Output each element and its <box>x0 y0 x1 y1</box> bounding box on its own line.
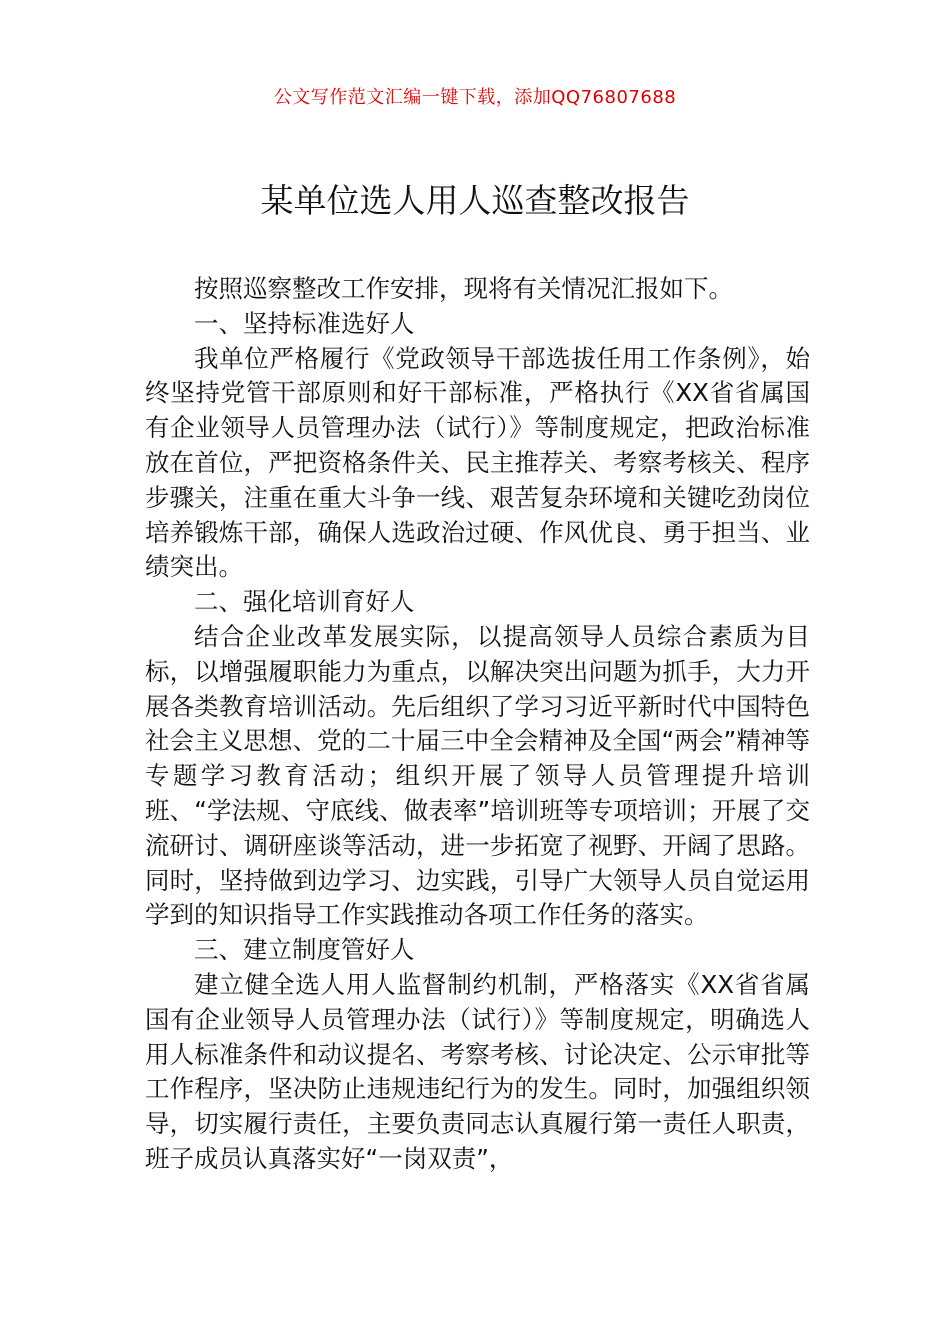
section-paragraph: 我单位严格履行《党政领导干部选拔任用工作条例》，始终坚持党管干部原则和好干部标准，严格执行《XX省省属国有企业领导人员管理办法（试行）》等制度规定，把政治标准放在首位，严把资格条件关、民主推荐关、考察考核关、程序步骤关，注重在重大斗争一线、艰苦复杂环境和关键吃劲岗位培养锻炼干部，确保人选政治过硬、作风优良、勇于担当、业绩突出。 <box>145 343 810 582</box>
intro-paragraph: 按照巡察整改工作安排，现将有关情况汇报如下。 <box>194 274 733 303</box>
section-paragraph: 结合企业改革发展实际，以提高领导人员综合素质为目标，以增强履职能力为重点，以解决突出问题为抓手，大力开展各类教育培训活动。先后组织了学习习近平新时代中国特色社会主义思想、党的二十届三中全会精神及全国“两会”精神等专题学习教育活动；组织开展了领导人员管理提升培训班、“学法规、守底线、做表率”培训班等专项培训；开展了交流研讨、调研座谈等活动，进一步拓宽了视野、开阔了思路。同时，坚持做到边学习、边实践，引导广大领导人员自觉运用学到的知识指导工作实践推动各项工作任务的落实。 <box>145 621 810 930</box>
section-heading: 三、建立制度管好人 <box>194 935 415 965</box>
section-heading: 一、坚持标准选好人 <box>194 308 415 338</box>
document-body <box>145 272 810 1177</box>
watermark-text: 公文写作范文汇编一键下载，添加QQ76807688 <box>273 87 677 108</box>
document-title: 某单位选人用人巡查整改报告 <box>260 181 690 220</box>
section-paragraph: 建立健全选人用人监督制约机制，严格落实《XX省省属国有企业领导人员管理办法（试行）》等制度规定，明确选人用人标准条件和动议提名、考察考核、讨论决定、公示审批等工作程序，坚决防止违规违纪行为的发生。同时，加强组织领导，切实履行责任，主要负责同志认真履行第一责任人职责，班子成员认真落实好“一岗双责”， <box>145 969 810 1173</box>
section-heading: 二、强化培训育好人 <box>194 587 415 617</box>
